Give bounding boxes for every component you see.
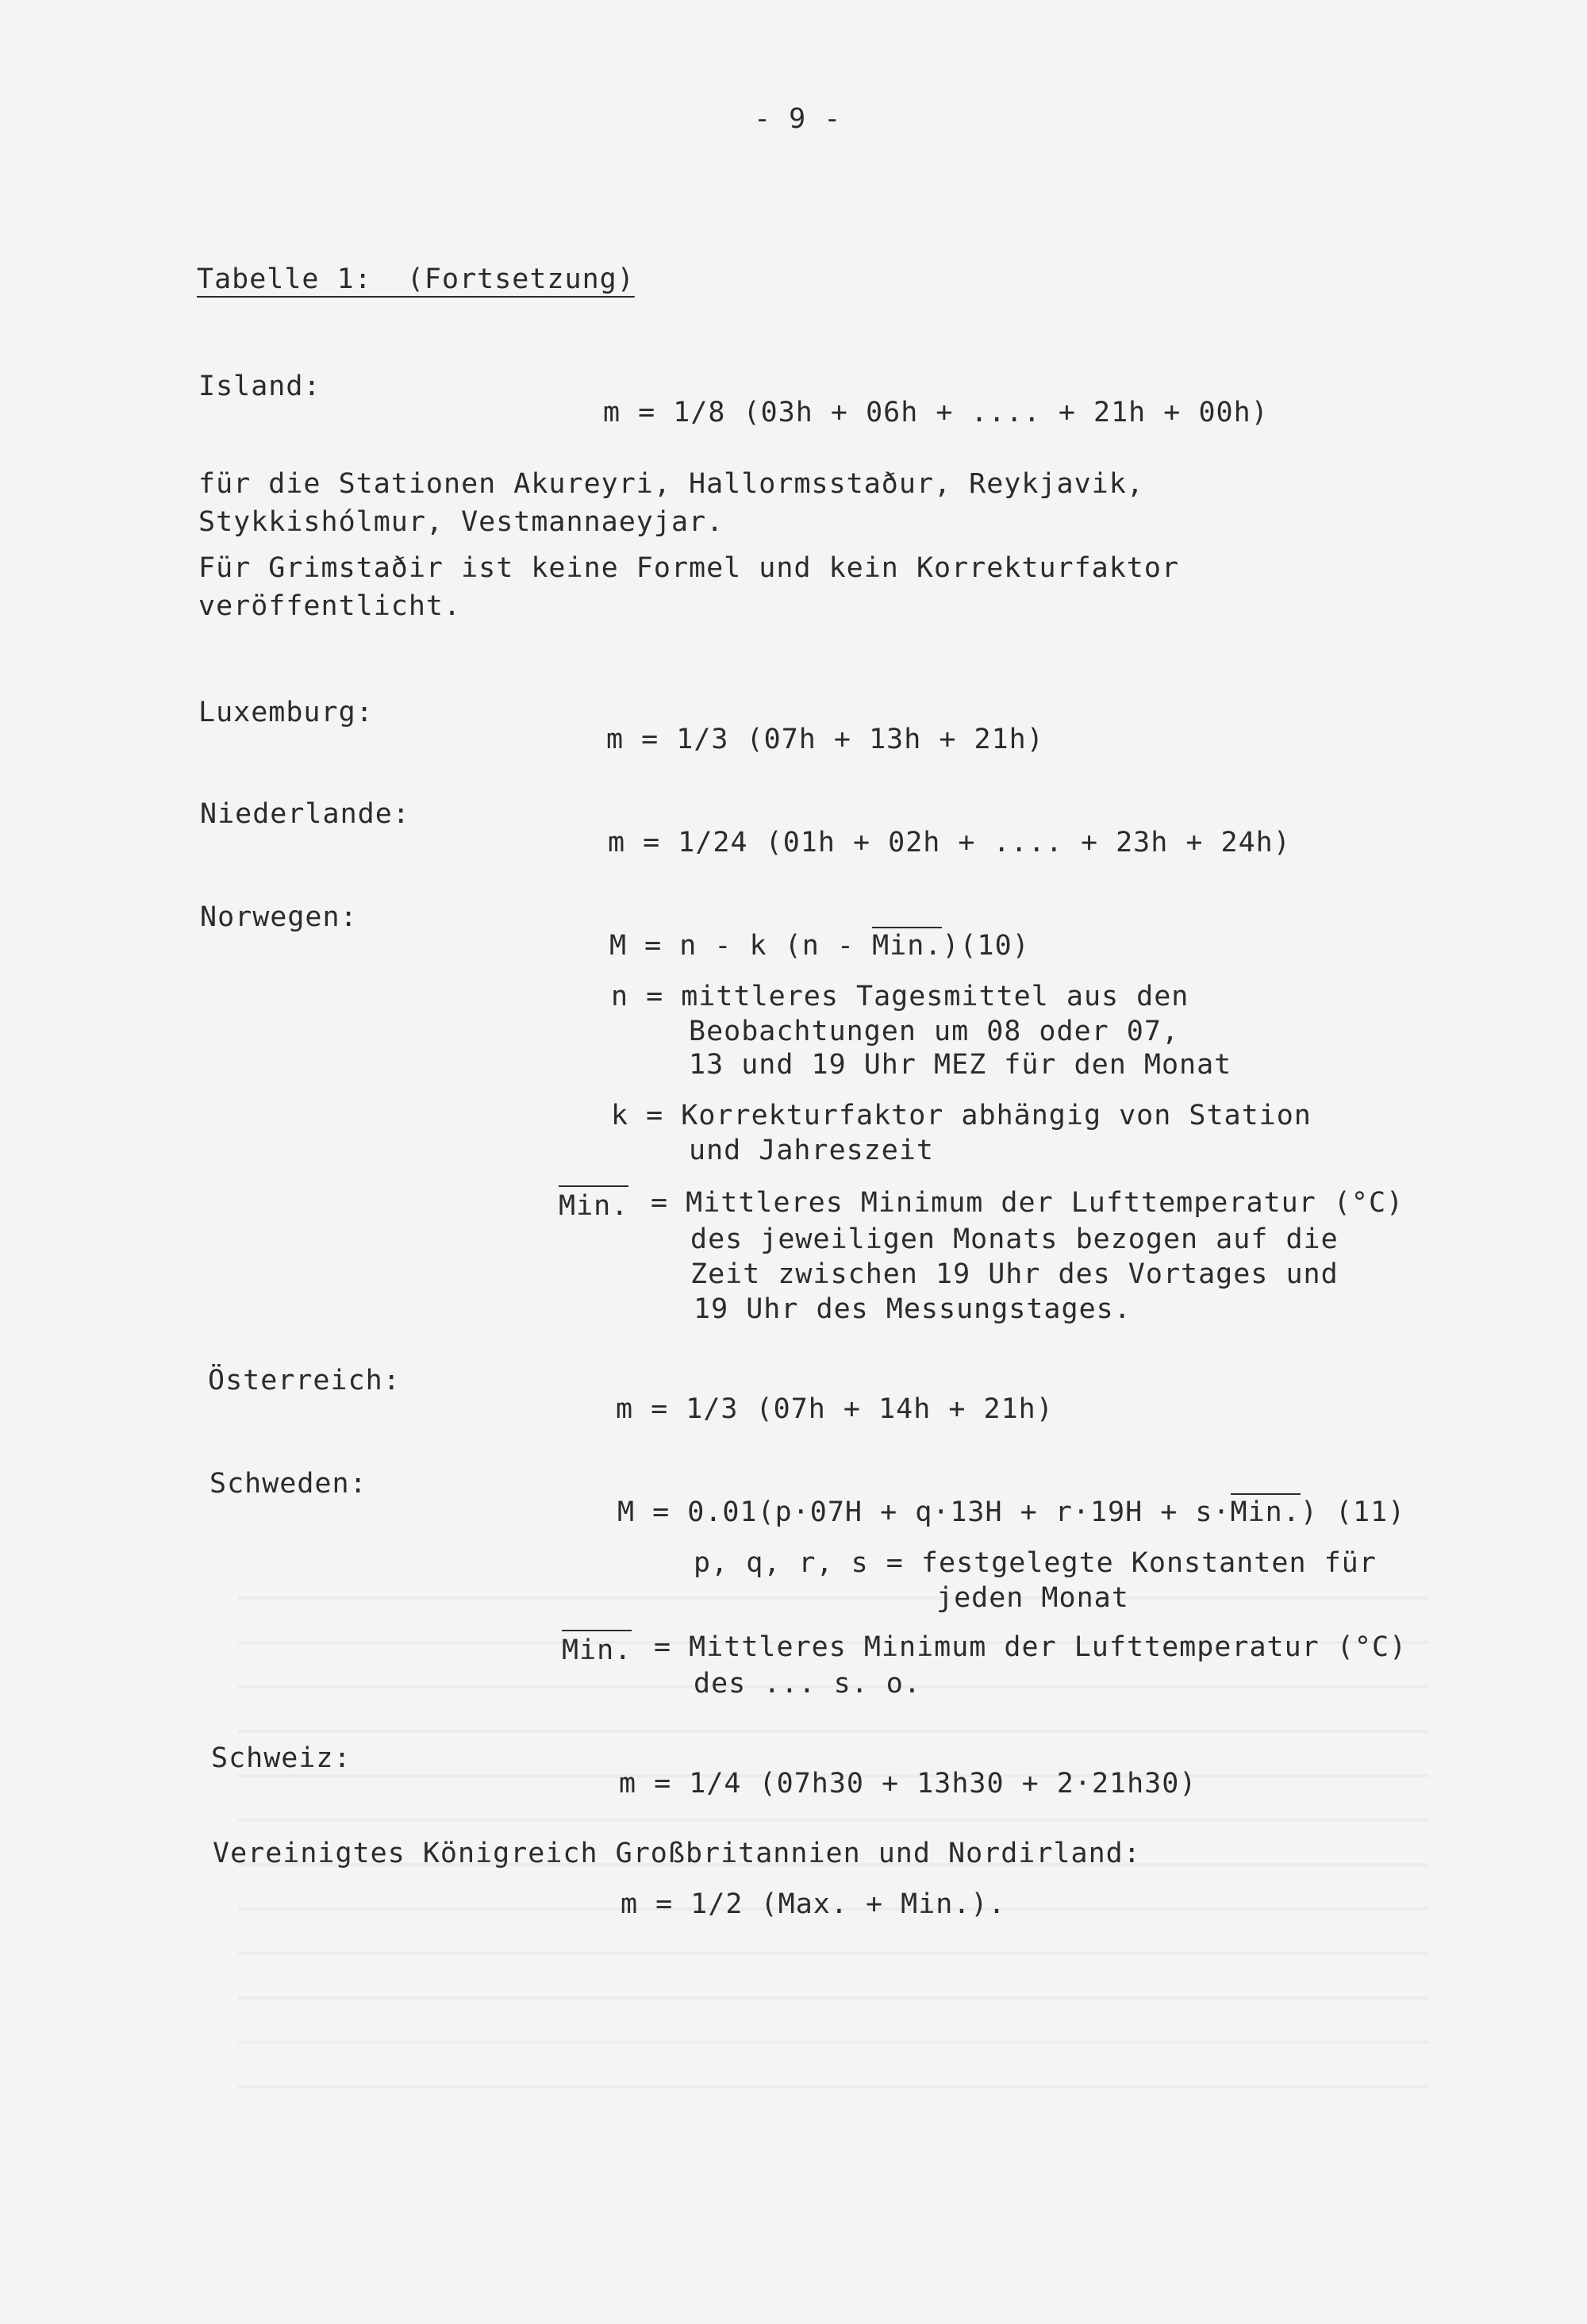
formula-norwegen bbox=[609, 928, 1030, 963]
country-label-island: Island: bbox=[198, 371, 321, 402]
formula-schweiz: m = 1/4 (07h30 + 13h30 + 2·21h30) bbox=[619, 1768, 1197, 1800]
country-label-luxemburg: Luxemburg: bbox=[198, 697, 374, 728]
country-label-norwegen: Norwegen: bbox=[200, 901, 358, 933]
formula-norwegen-prefix: M = n - k (n - bbox=[609, 930, 873, 962]
schweden-min-definition-1: = Mittleres Minimum der Lufttemperatur (°C) bbox=[654, 1631, 1408, 1663]
formula-island: m = 1/8 (03h + 06h + .... + 21h + 00h) bbox=[603, 397, 1269, 428]
schweden-min-label: Min. bbox=[562, 1630, 632, 1668]
formula-niederlande: m = 1/24 (01h + 02h + .... + 23h + 24h) bbox=[608, 827, 1291, 859]
norwegen-min-definition-1: = Mittleres Minimum der Lufttemperatur (°C) bbox=[651, 1187, 1404, 1219]
norwegen-min-label: Min. bbox=[559, 1185, 628, 1223]
formula-schweden-min-overline: Min. bbox=[1231, 1493, 1301, 1528]
formula-luxemburg: m = 1/3 (07h + 13h + 21h) bbox=[606, 724, 1044, 755]
schweden-pqrs-definition-2: jeden Monat bbox=[936, 1582, 1129, 1614]
formula-schweden-suffix: ) (11) bbox=[1300, 1496, 1406, 1528]
country-label-schweden: Schweden: bbox=[209, 1468, 367, 1500]
island-text-line-3: Für Grimstaðir ist keine Formel und kein Korrekturfaktor bbox=[198, 552, 1180, 584]
country-label-niederlande: Niederlande: bbox=[200, 798, 410, 830]
formula-schweden-prefix: M = 0.01(p·07H + q·13H + r·19H + s· bbox=[617, 1496, 1231, 1528]
norwegen-n-definition-1: n = mittleres Tagesmittel aus den bbox=[611, 981, 1189, 1012]
island-text-line-4: veröffentlicht. bbox=[198, 590, 462, 622]
norwegen-n-definition-2: Beobachtungen um 08 oder 07, bbox=[689, 1016, 1180, 1047]
norwegen-n-definition-3: 13 und 19 Uhr MEZ für den Monat bbox=[689, 1049, 1232, 1081]
page-number: - 9 - bbox=[754, 103, 842, 135]
country-label-oesterreich: Österreich: bbox=[208, 1365, 401, 1396]
table-title: Tabelle 1: (Fortsetzung) bbox=[197, 263, 635, 295]
norwegen-k-definition-2: und Jahreszeit bbox=[689, 1135, 935, 1166]
formula-oesterreich: m = 1/3 (07h + 14h + 21h) bbox=[616, 1393, 1054, 1425]
formula-norwegen-suffix: )(10) bbox=[942, 930, 1030, 962]
norwegen-min-definition-4: 19 Uhr des Messungstages. bbox=[694, 1293, 1132, 1325]
island-text-line-2: Stykkishólmur, Vestmannaeyjar. bbox=[198, 506, 724, 538]
island-text-line-1: für die Stationen Akureyri, Hallormsstaður, Reykjavik, bbox=[198, 468, 1144, 500]
norwegen-min-definition-2: des jeweiligen Monats bezogen auf die bbox=[690, 1223, 1339, 1255]
country-label-schweiz: Schweiz: bbox=[211, 1742, 352, 1774]
schweden-pqrs-definition-1: p, q, r, s = festgelegte Konstanten für bbox=[694, 1547, 1377, 1579]
formula-schweden bbox=[617, 1495, 1405, 1530]
country-label-uk: Vereinigtes Königreich Großbritannien und Nordirland: bbox=[213, 1838, 1141, 1869]
norwegen-min-definition-3: Zeit zwischen 19 Uhr des Vortages und bbox=[690, 1258, 1339, 1290]
formula-uk: m = 1/2 (Max. + Min.). bbox=[621, 1888, 1006, 1920]
formula-norwegen-min-overline: Min. bbox=[872, 927, 942, 962]
schweden-min-definition-2: des ... s. o. bbox=[694, 1668, 921, 1700]
norwegen-k-definition-1: k = Korrekturfaktor abhängig von Station bbox=[611, 1100, 1312, 1131]
